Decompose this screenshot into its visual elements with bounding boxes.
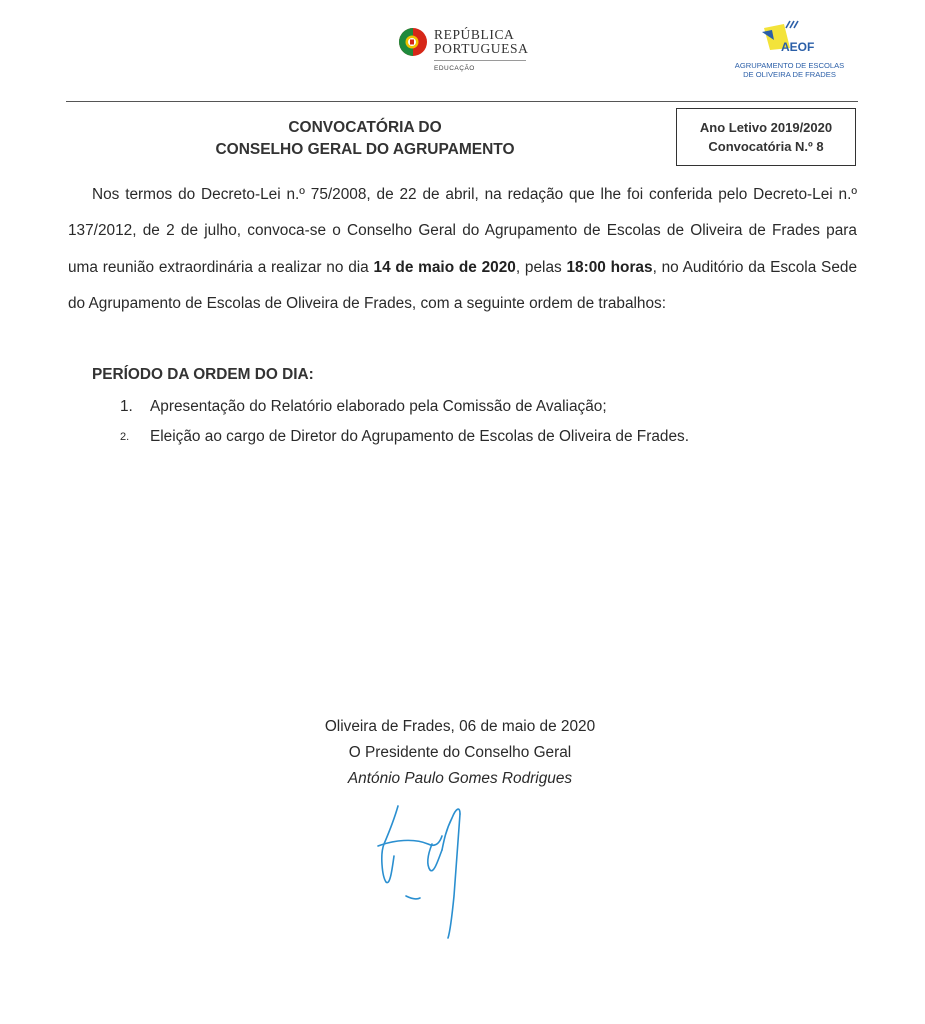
paragraph-text-2: , pelas [515, 258, 567, 276]
school-year-box [676, 108, 856, 166]
rp-logo-subtitle: EDUCAÇÃO [434, 65, 475, 72]
signatory-name: António Paulo Gomes Rodrigues [347, 770, 573, 787]
aeof-mark-text: AEOF [781, 40, 815, 54]
paragraph-text-1: Nos termos do Decreto-Lei n.º 75/2008, de 22 de abril, na redação que lhe foi conferida pelo Decreto-Lei n.º 137/2012, de 2 de julho, convoca-se o Conselho Geral do Agrupamento de Escolas de Oliveira de Frades para uma reunião extraordinária a realizar no dia [68, 186, 857, 276]
meeting-date: 14 de maio de 2020 [373, 258, 516, 276]
portugal-emblem-icon [398, 27, 428, 57]
agenda-heading: PERÍODO DA ORDEM DO DIA: [92, 366, 314, 383]
place-and-date: Oliveira de Frades, 06 de maio de 2020 [324, 718, 596, 735]
convocation-paragraph [68, 177, 857, 323]
handwritten-signature [376, 800, 486, 940]
rp-logo-line1: REPÚBLICA [434, 27, 515, 42]
agenda-list [120, 392, 840, 452]
school-year-label: Ano Letivo 2019/2020 [699, 120, 833, 135]
convocation-number-label: Convocatória N.º 8 [708, 139, 824, 154]
agenda-item-number: 1. [120, 398, 133, 415]
agenda-item [120, 392, 840, 422]
document-title-line2: CONSELHO GERAL DO AGRUPAMENTO [215, 141, 515, 158]
aeof-logo [732, 18, 852, 88]
agenda-item-text: Apresentação do Relatório elaborado pela Comissão de Avaliação; [150, 398, 607, 415]
document-title [160, 117, 570, 161]
aeof-logo-line1: AGRUPAMENTO DE ESCOLAS [734, 61, 845, 70]
header-divider [66, 101, 858, 102]
agenda-item-text: Eleição ao cargo de Diretor do Agrupamento de Escolas de Oliveira de Frades. [150, 428, 689, 445]
agenda-item-number: 2. [120, 431, 130, 443]
document-title-line1: CONVOCATÓRIA DO [288, 119, 442, 136]
rp-logo-divider [434, 60, 526, 61]
rp-logo-line2: PORTUGUESA [434, 41, 529, 56]
agenda-item [120, 422, 840, 452]
signature-block [300, 714, 620, 792]
meeting-time: 18:00 horas [566, 258, 653, 276]
signatory-role: O Presidente do Conselho Geral [348, 744, 572, 761]
aeof-logo-line2: DE OLIVEIRA DE FRADES [743, 70, 836, 79]
paragraph-text-3: , no Auditório da Escola Sede do Agrupamento de Escolas de Oliveira de Frades, com a seguinte ordem de trabalhos: [68, 258, 858, 313]
aeof-logo-mark [760, 18, 820, 56]
republica-portuguesa-logo [398, 22, 538, 78]
